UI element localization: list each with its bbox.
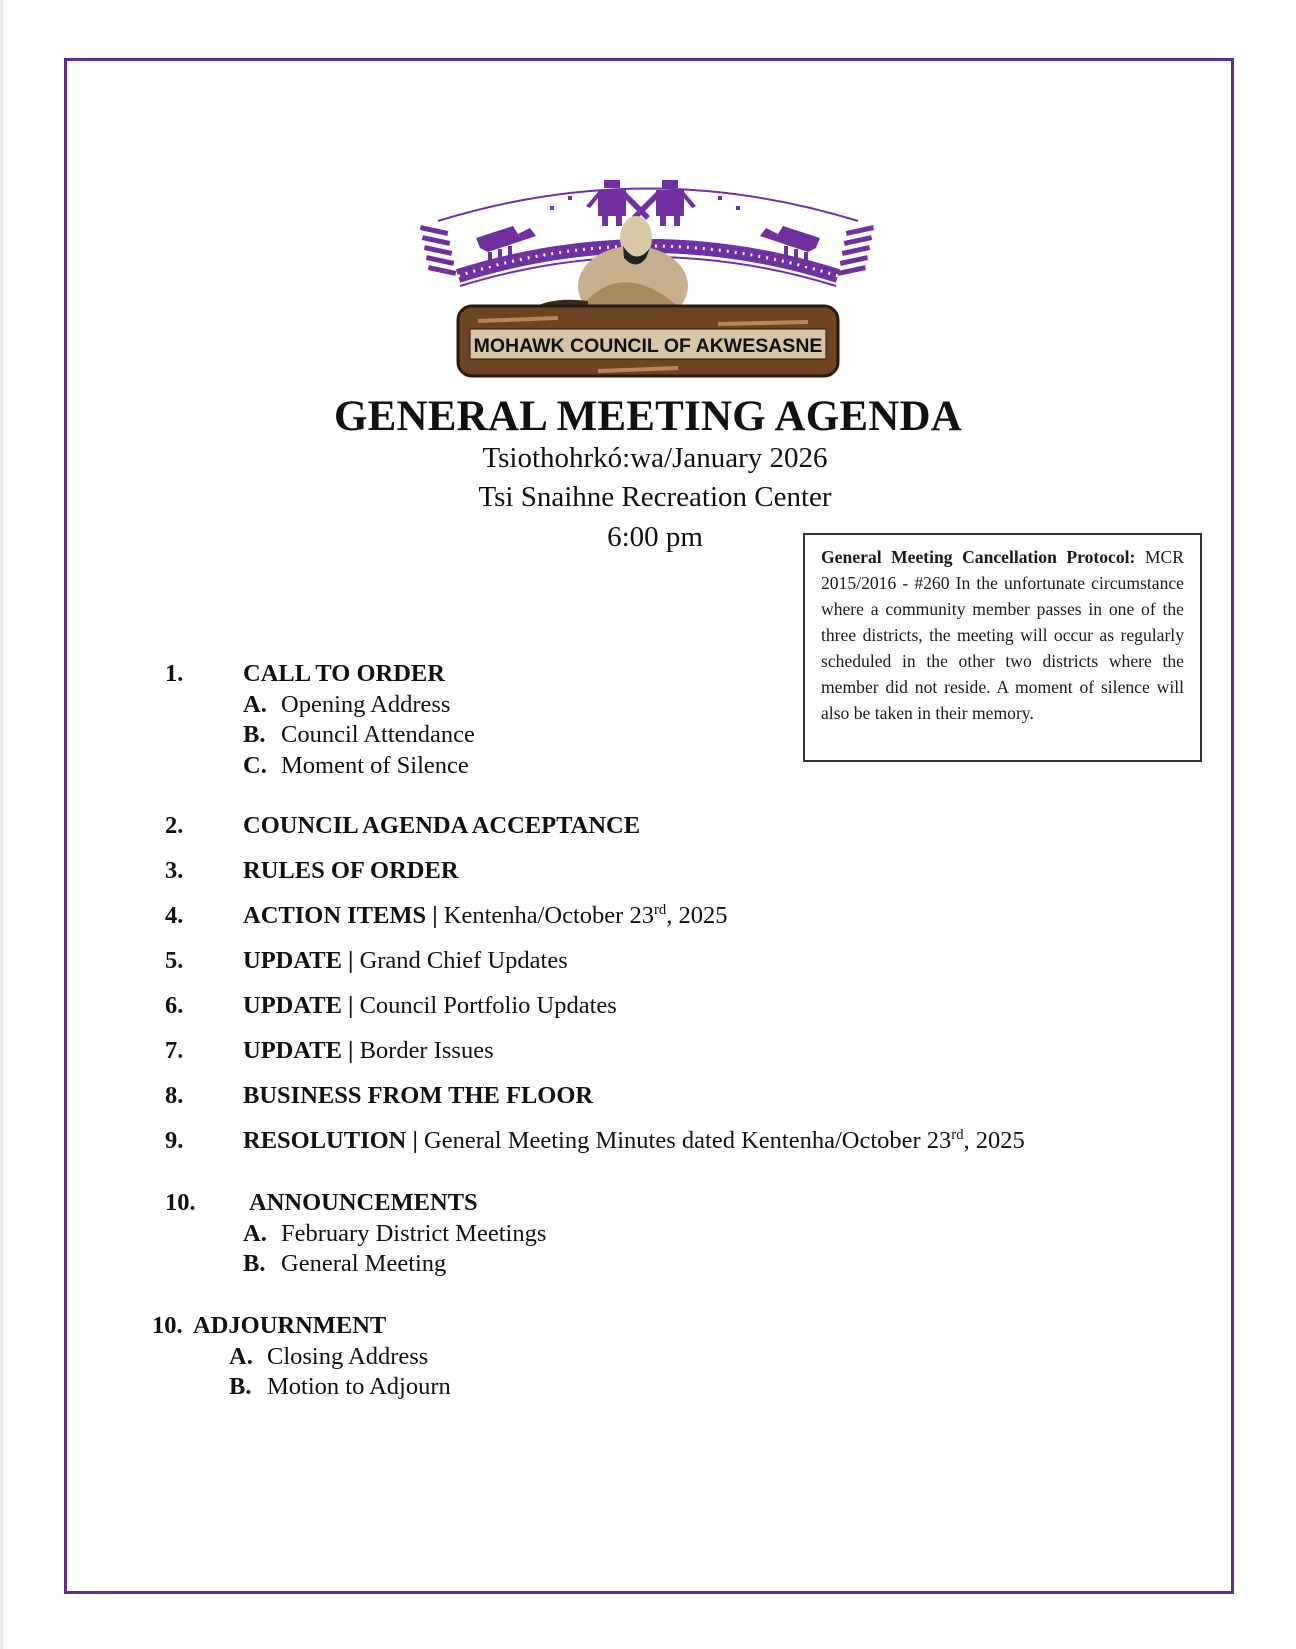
agenda-item-label (243, 660, 445, 688)
agenda-item-detail: General Meeting Minutes dated Kentenha/October 23 (417, 1127, 952, 1154)
agenda-item-heading: RESOLUTION | (243, 1127, 418, 1154)
agenda-item-number: 9. (165, 1127, 184, 1154)
agenda-item-label (243, 902, 727, 930)
agenda-item-label (243, 857, 459, 885)
meeting-date: Tsiothohrkó:wa/January 2026 (482, 442, 828, 474)
subitem-letter: A. (243, 1219, 267, 1247)
agenda-item-detail: Grand Chief Updates (353, 947, 568, 974)
subitem-letter: A. (229, 1342, 253, 1370)
subitem-letter: A. (243, 690, 267, 718)
agenda-item-number: 5. (165, 947, 184, 974)
agenda-subitem (229, 1343, 428, 1371)
protocol-body: MCR 2015/2016 - #260 In the unfortunate circumstance where a community member passes in one of the three districts, the meeting will occur as regularly scheduled in the other two districts where the member did not reside. A moment of silence will also be taken in their memory. (821, 547, 1184, 723)
ordinal-suffix: rd (951, 1126, 964, 1143)
ordinal-suffix: rd (653, 901, 667, 918)
agenda-item-label (243, 947, 568, 975)
page-edge (0, 0, 3, 1649)
agenda-item-label (243, 1082, 593, 1110)
agenda-subitem (243, 691, 450, 719)
agenda-item-number: 7. (165, 1037, 184, 1064)
agenda-item-label (243, 812, 640, 840)
agenda-item-number: 1. (165, 660, 184, 687)
agenda-item-label (193, 1312, 386, 1340)
agenda-item-heading: ACTION ITEMS | (243, 902, 438, 929)
agenda-subitem (243, 752, 469, 780)
subitem-text: Moment of Silence (281, 751, 469, 779)
subitem-text: February District Meetings (281, 1219, 547, 1247)
page-title: GENERAL MEETING AGENDA (333, 393, 962, 440)
agenda-item-label (243, 992, 617, 1020)
subitem-text: Council Attendance (281, 721, 475, 748)
cancellation-protocol-box (803, 533, 1202, 762)
agenda-item-detail: Border Issues (353, 1037, 494, 1064)
council-logo (418, 176, 878, 391)
agenda-item-detail: Kentenha/October 23 (437, 902, 654, 929)
agenda-item-number: 10. (152, 1312, 183, 1339)
agenda-item-heading: ADJOURNMENT (193, 1312, 387, 1339)
agenda-item-label (243, 1037, 494, 1065)
subitem-text: Motion to Adjourn (267, 1373, 451, 1400)
organization-name: MOHAWK COUNCIL OF AKWESASNE (473, 335, 823, 357)
agenda-item-number: 2. (165, 812, 184, 839)
agenda-item-number: 4. (165, 902, 184, 929)
agenda-item-heading: RULES OF ORDER (243, 857, 459, 884)
agenda-item-detail-tail: , 2025 (963, 1127, 1025, 1154)
log-icon (458, 306, 838, 376)
protocol-heading: General Meeting Cancellation Protocol: (821, 547, 1136, 567)
agenda-item-heading: UPDATE | (243, 992, 354, 1019)
agenda-subitem (243, 1220, 546, 1248)
agenda-item-heading: CALL TO ORDER (243, 660, 445, 687)
agenda-item-number: 8. (165, 1082, 184, 1109)
subitem-letter: B. (243, 721, 266, 748)
agenda-item-heading: UPDATE | (243, 947, 354, 974)
agenda-item-heading: BUSINESS FROM THE FLOOR (243, 1082, 594, 1109)
meeting-time: 6:00 pm (607, 521, 703, 553)
agenda-item-number: 3. (165, 857, 184, 884)
subitem-text: General Meeting (281, 1250, 447, 1277)
agenda-subitem (243, 1250, 446, 1278)
agenda-item-heading: UPDATE | (243, 1037, 354, 1064)
meeting-location: Tsi Snaihne Recreation Center (478, 481, 832, 513)
subitem-letter: C. (243, 751, 267, 779)
subitem-letter: B. (229, 1373, 252, 1400)
agenda-item-heading: ANNOUNCEMENTS (249, 1189, 478, 1216)
agenda-subitem (243, 721, 475, 749)
agenda-item-detail-tail: , 2025 (666, 902, 728, 929)
agenda-item-number: 10. (165, 1189, 196, 1216)
subitem-text: Opening Address (281, 690, 451, 718)
agenda-item-detail: Council Portfolio Updates (353, 992, 617, 1019)
agenda-item-label (243, 1127, 1025, 1155)
agenda-item-number: 6. (165, 992, 184, 1019)
agenda-item-heading: COUNCIL AGENDA ACCEPTANCE (243, 812, 641, 839)
agenda-subitem (229, 1373, 451, 1401)
subitem-text: Closing Address (267, 1342, 429, 1370)
agenda-item-label (249, 1189, 478, 1217)
subitem-letter: B. (243, 1250, 266, 1277)
